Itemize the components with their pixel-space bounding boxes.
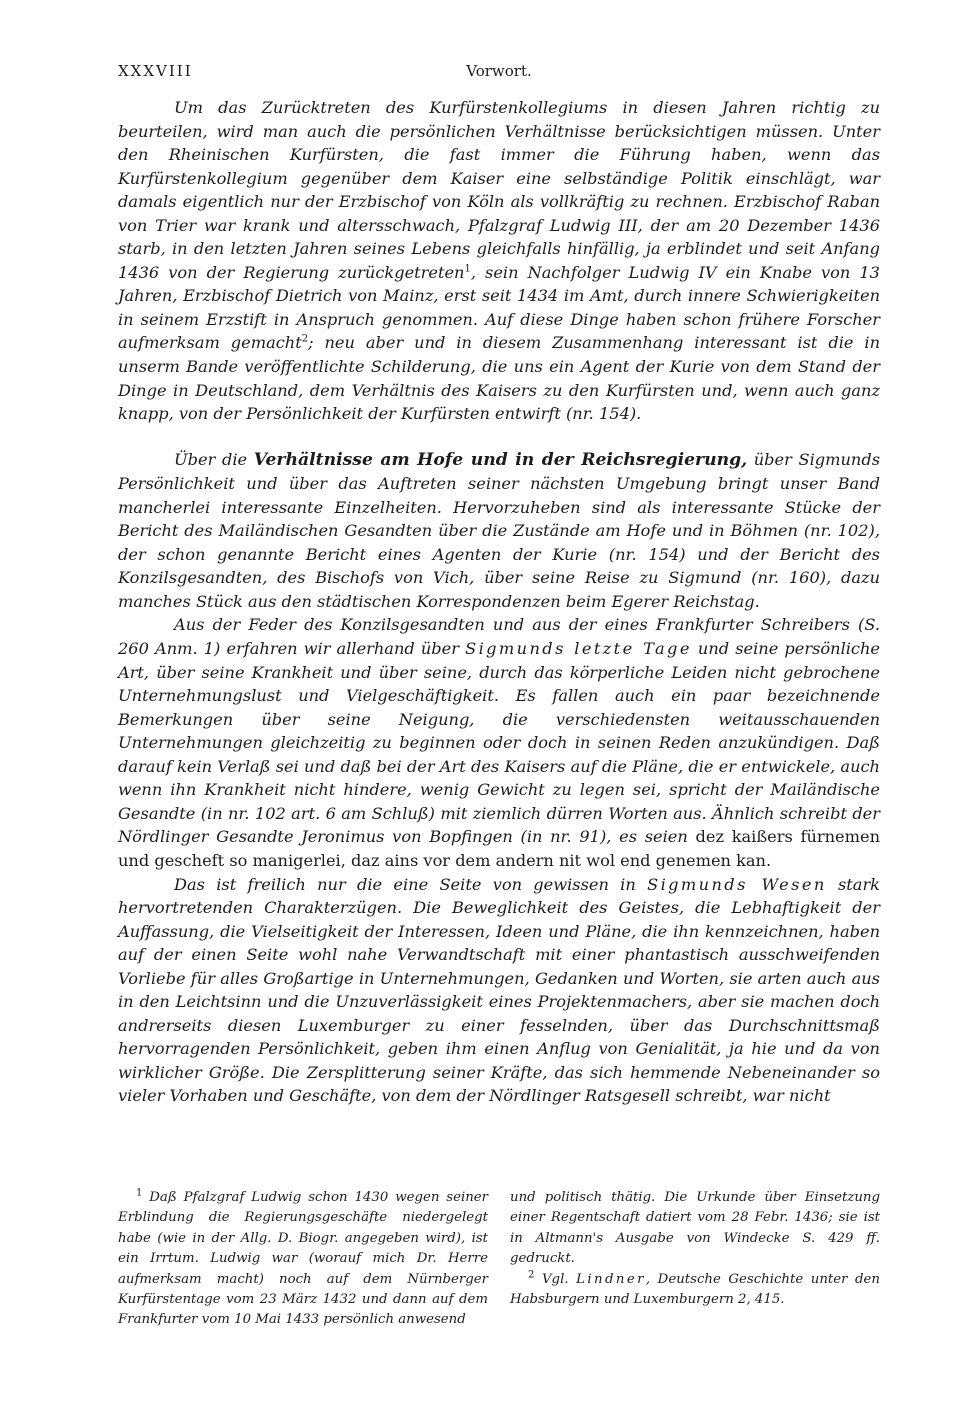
quotation: dez kaißers fürnemen und gescheft so manigerlei, daz ains vor dem andern nit wol end genemen kan. [118,827,880,870]
paragraph-text: Über die [174,449,254,469]
paragraph-text: stark hervortretenden Charakterzügen. Die Beweglichkeit des Geistes, die Lebhaftigkeit der Auffassung, die Vielseitigkeit der Interessen, Ideen und Pläne, die ihn kennzeichnen, haben auf der einen Seite wohl nahe Verwandtschaft mit einer phantastisch ausschweifenden Vorliebe für alles Großartige in Unternehmungen, Gedanken und Worten, sie arten auch aus in den Leichtsinn und die Unzuverlässigkeit eines Projektenmachers, aber sie machen doch andrerseits diesen Luxemburger zu einer fesselnden, über das Durchschnittsmaß hervorragenden Persönlichkeit, geben ihm einen Anflug von Genialität, ja hie und da von wirklicher Größe. Die Zersplitterung seiner Kräfte, das sich hemmende Nebeneinander so vieler Vorhaben und Geschäfte, von dem der Nördlinger Ratsgesell schreibt, war nicht [118,874,880,1106]
footnote-marker: 1 [136,1187,143,1199]
footnote-text: , Deutsche Geschichte unter den Habsburgern und Luxemburgern 2, 415. [510,1271,880,1308]
page-header [118,62,880,86]
paragraph-kurfuersten [118,96,880,426]
paragraph-text: ; neu aber und in diesem Zusammenhang interessant ist die in unserm Bande veröffentlichte Schilderung, die uns ein Agent der Kurie von dem Stand der Dinge in Deutschland, dem Verhältnis des Kaisers zu den Kurfürsten und, wenn auch ganz knapp, von der Persönlichkeit der Kurfürsten entwirft (nr. 154). [118,333,881,424]
running-title: Vorwort. [466,62,532,80]
footnote-ref-2: 2 [301,334,309,346]
paragraph-text: , sein Nachfolger Ludwig IV ein Knabe von 13 Jahren, Erzbischof Dietrich von Mainz, erst seit 1434 im Amt, durch innere Schwierigkeiten in seinem Erzstift in Anspruch genommen. Auf diese Dinge haben schon frühere Forscher aufmerksam gemacht [118,262,880,353]
spaced-emphasis: Sigmunds letzte Tage [465,639,692,659]
paragraph-hof [118,448,880,614]
footnote-2 [510,1270,880,1311]
footnote-ref-1: 1 [464,263,471,275]
paragraph-wesen [118,873,880,1108]
paragraph-text: und seine persönliche Art, über seine Krankheit und über seine, durch das körperliche Leiden nicht gebrochene Unternehmungslust und Vielgeschäftigkeit. Es fallen auch ein paar bezeichnende Bemerkungen über seine Neigung, die verschiedensten weitausschauenden Unternehmungen gleichzeitig zu beginnen oder doch in seinen Reden anzukündigen. Daß darauf kein Verlaß sei und daß bei der Art des Kaisers auf die Pläne, die er entwickele, auch wenn ihn Krankheit nicht hindere, wenig Gewicht zu legen sei, spricht der Mailändische Gesandte (in nr. 102 art. 6 am Schluß) mit ziemlich dürren Worten aus. Ähnlich schreibt der Nördlinger Gesandte Jeronimus von Bopfingen (in nr. 91), es seien [118,639,881,847]
spaced-emphasis: Sigmunds Wesen [647,874,827,894]
paragraph-text: Das ist freilich nur die eine Seite von gewissen in [174,874,648,894]
page-number: XXXVIII [118,62,193,80]
footnote-column-right [510,1188,880,1310]
footnote-text: Vgl. [541,1271,577,1287]
main-text [118,96,880,1108]
footnote-marker: 2 [528,1269,535,1281]
paragraph-text: Aus der Feder des Konzilsgesandten und aus der eines Frankfurter Schreibers (S. 260 Anm. 1) erfahren wir allerhand über [118,615,880,659]
footnote-text: Daß Pfalzgraf Ludwig schon 1430 wegen seiner Erblindung die Regierungsgeschäfte niedergelegt habe (wie in der Allg. D. Biogr. angegeben wird), ist ein Irrtum. Ludwig war (worauf mich Dr. Herre aufmerksam macht) noch auf dem Nürnberger Kurfürstentage vom 23 März 1432 und dann auf dem Frankfurter vom 10 Mai 1433 persönlich anwesend [118,1190,489,1328]
footnote-1-continued: und politisch thätig. Die Urkunde über Einsetzung einer Regentschaft datiert vom 28 Febr. 1436; sie ist in Altmann's Ausgabe von Windecke S. 429 ff. gedruckt. [510,1190,880,1267]
footnote-column-left [118,1188,488,1331]
footnote-1 [118,1188,488,1331]
paragraph-text: Um das Zurücktreten des Kurfürstenkollegiums in diesen Jahren richtig zu beurteilen, wird man auch die persönlichen Verhältnisse berücksichtigen müssen. Unter den Rheinischen Kurfürsten, die fast immer die Führung haben, wenn das Kurfürstenkollegium gegenüber dem Kaiser eine selbständige Politik einschlägt, war damals eigentlich nur der Erzbischof von Köln als vollkräftig zu rechnen. Erzbischof Raban von Trier war krank und altersschwach, Pfalzgraf Ludwig III, der am 20 Dezember 1436 starb, in den letzten Jahren seines Lebens gleichfalls hinfällig, ja erblindet und seit Anfang 1436 von der Regierung zurückgetreten [118,98,880,282]
section-keyword: Verhältnisse am Hofe und in der Reichsregierung, [253,449,748,470]
paragraph-letzte-tage [118,613,880,872]
spaced-emphasis: Lindner [576,1271,646,1287]
paragraph-text: über Sigmunds Persönlichkeit und über das Auftreten seiner nächsten Umgebung bringt unser Band mancherlei interessante Einzelheiten. Hervorzuheben sind als interessante Stücke der Bericht des Mailändischen Gesandten über die Zustände am Hofe und in Böhmen (nr. 102), der schon genannte Bericht eines Agenten der Kurie (nr. 154) und der Bericht des Konzilsgesandten, des Bischofs von Vich, über seine Reise zu Sigmund (nr. 160), dazu manches Stück aus den städtischen Korrespondenzen beim Egerer Reichstag. [118,449,881,611]
